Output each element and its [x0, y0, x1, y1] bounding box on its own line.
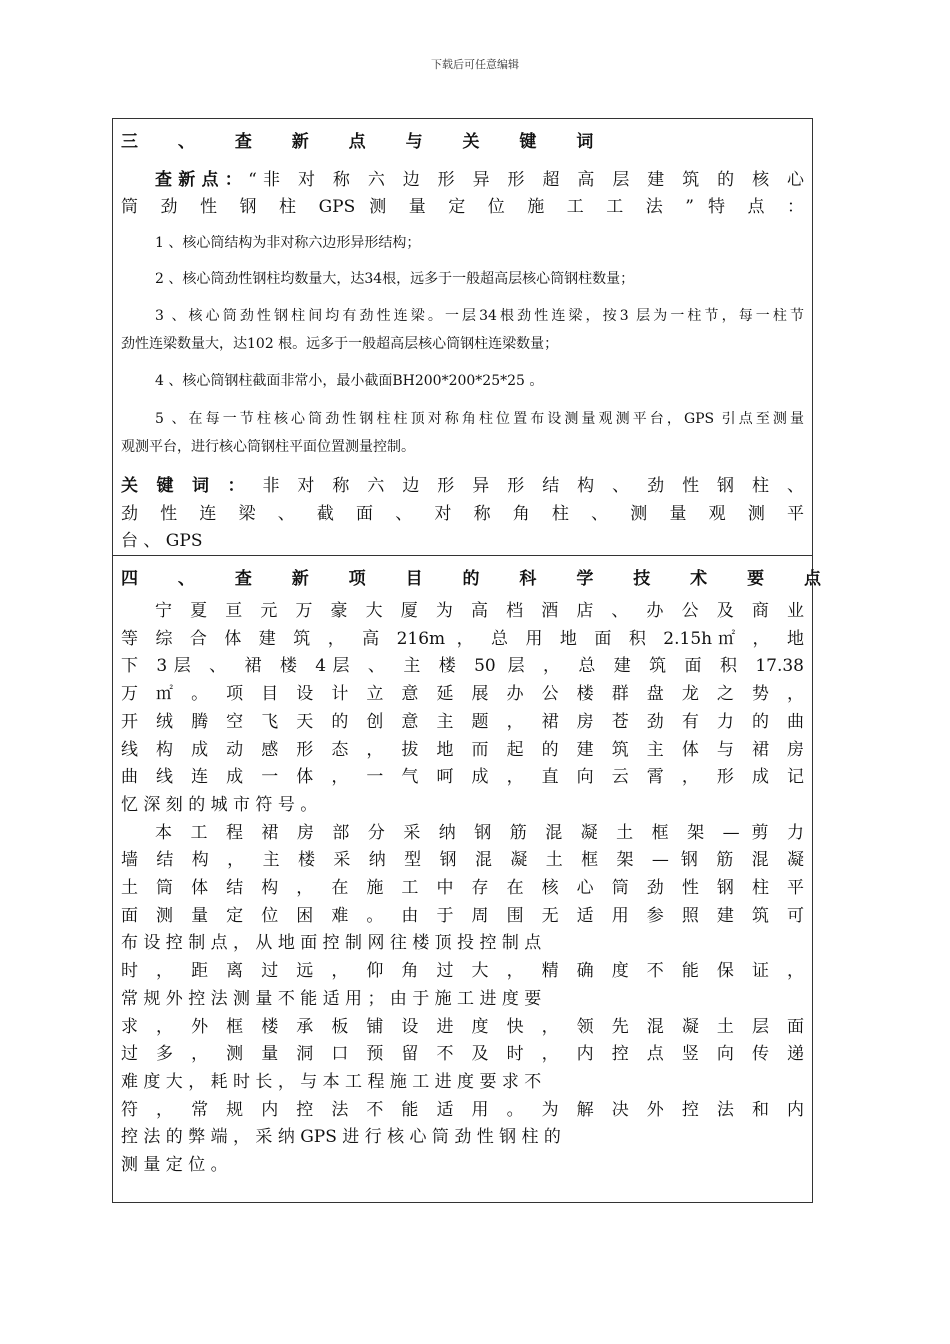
- paragraph-line: 宁 夏 亘 元 万 豪 大 厦 为 高 档 酒 店 、 办 公 及 商 业: [155, 601, 804, 621]
- section-title: 四 、 查 新 项 目 的 科 学 技 术 要 点: [121, 569, 839, 589]
- paragraph-line: 符 ， 常 规 内 控 法 不 能 适 用 。 为 解 决 外 控 法 和 内: [121, 1099, 804, 1120]
- paragraph-line: 万 ㎡ 。 项 目 设 计 立 意 延 展 办 公 楼 群 盘 龙 之 势 ，: [121, 684, 804, 705]
- section-novelty-keywords: [112, 118, 813, 556]
- novelty-item-5-line-2: 观测平台，进行核心筒钢柱平面位置测量控制。: [121, 439, 415, 455]
- paragraph-line: 测 量 定 位 。: [121, 1155, 228, 1175]
- paragraph-line: 本 工 程 裙 房 部 分 采 纳 钢 筋 混 凝 土 框 架 — 剪 力: [155, 822, 804, 843]
- keywords-line-1: [121, 471, 804, 496]
- paragraph-line: 开 绒 腾 空 飞 天 的 创 意 主 题 ， 裙 房 苍 劲 有 力 的 曲: [121, 711, 804, 732]
- paragraph-line: 等 综 合 体 建 筑 ， 高 216m ， 总 用 地 面 积 2.15h㎡ ， 地: [121, 628, 804, 649]
- paragraph-line: 控 法 的 弊 端 ， 采 纳 GPS 进 行 核 心 筒 劲 性 钢 柱 的: [121, 1127, 561, 1148]
- novelty-item-4: 4 、核心筒钢柱截面非常小，最小截面BH200*200*25*25 。: [155, 373, 544, 389]
- novelty-item-3-line-1: 3 、核心筒劲性钢柱间均有劲性连梁。一层34根劲性连梁，按3 层为一柱节，每一柱节: [155, 308, 804, 324]
- novelty-item-5-line-1: 5 、在每一节柱核心筒劲性钢柱柱顶对称角柱位置布设测量观测平台，GPS 引点至测量: [155, 411, 804, 427]
- paragraph-line: 线 构 成 动 感 形 态 ， 拔 地 而 起 的 建 筑 主 体 与 裙 房: [121, 739, 804, 760]
- paragraph-line: 下 3层 、 裙 楼 4层 、 主 楼 50 层 ， 总 建 筑 面 积 17.38: [121, 656, 804, 677]
- novelty-item-3-line-2: 劲性连梁数量大，达102 根。远多于一般超高层核心筒钢柱连梁数量；: [121, 336, 559, 352]
- paragraph-line: 土 筒 体 结 构 ， 在 施 工 中 存 在 核 心 筒 劲 性 钢 柱 平: [121, 878, 804, 898]
- paragraph-line: 布 设 控 制 点 ， 从 地 面 控 制 网 往 楼 顶 投 控 制 点: [121, 933, 542, 954]
- paragraph-line: 忆 深 刻 的 城 市 符 号 。: [121, 794, 318, 815]
- keywords-text-1: 非 对 称 六 边 形 异 形 结 构 、 劲 性 钢 柱 、: [262, 476, 804, 496]
- paragraph-line: 常 规 外 控 法 测 量 不 能 适 用 ； 由 于 施 工 进 度 要: [121, 988, 542, 1009]
- keywords-line-2: 劲 性 连 梁 、 截 面 、 对 称 角 柱 、 测 量 观 测 平: [121, 504, 804, 524]
- novelty-item-1: 1 、核心筒结构为非对称六边形异形结构；: [155, 235, 421, 251]
- section-title: 三 、 查 新 点 与 关 键 词: [121, 132, 611, 152]
- novelty-line-2: 筒 劲 性 钢 柱 GPS 测 量 定 位 施 工 工 法 ” 特 点 ：: [121, 197, 804, 217]
- keywords-line-3: 台 、 GPS: [121, 531, 203, 551]
- keywords-label: 关 键 词 ：: [121, 476, 251, 496]
- paragraph-line: 求 ， 外 框 楼 承 板 铺 设 进 度 快 ， 领 先 混 凝 土 层 面: [121, 1016, 804, 1037]
- paragraph-line: 难 度 大 ， 耗 时 长 ， 与 本 工 程 施 工 进 度 要 求 不: [121, 1071, 542, 1092]
- novelty-item-2: 2 、核心筒劲性钢柱均数量大，达34根，远多于一般超高层核心筒钢柱数量；: [155, 271, 635, 287]
- novelty-line-1: [121, 165, 804, 190]
- paragraph-line: 曲 线 连 成 一 体 ， 一 气 呵 成 ， 直 向 云 霄 ， 形 成 记: [121, 767, 804, 788]
- paragraph-line: 面 测 量 定 位 困 难 。 由 于 周 围 无 适 用 参 照 建 筑 可: [121, 905, 804, 926]
- paragraph-line: 过 多 ， 测 量 洞 口 预 留 不 及 时 ， 内 控 点 竖 向 传 递: [121, 1044, 804, 1065]
- section-technical-points: [112, 556, 839, 1203]
- novelty-label: 查新点：: [155, 170, 249, 190]
- paragraph-line: 时 ， 距 离 过 远 ， 仰 角 过 大 ， 精 确 度 不 能 保 证 ，: [121, 961, 804, 982]
- paragraph-line: 墙 结 构 ， 主 楼 采 纳 型 钢 混 凝 土 框 架 — 钢 筋 混 凝: [121, 850, 804, 871]
- novelty-text-1: “非 对 称 六 边 形 异 形 超 高 层 建 筑 的 核 心: [248, 170, 805, 190]
- page-header: 下载后可任意编辑: [431, 58, 519, 71]
